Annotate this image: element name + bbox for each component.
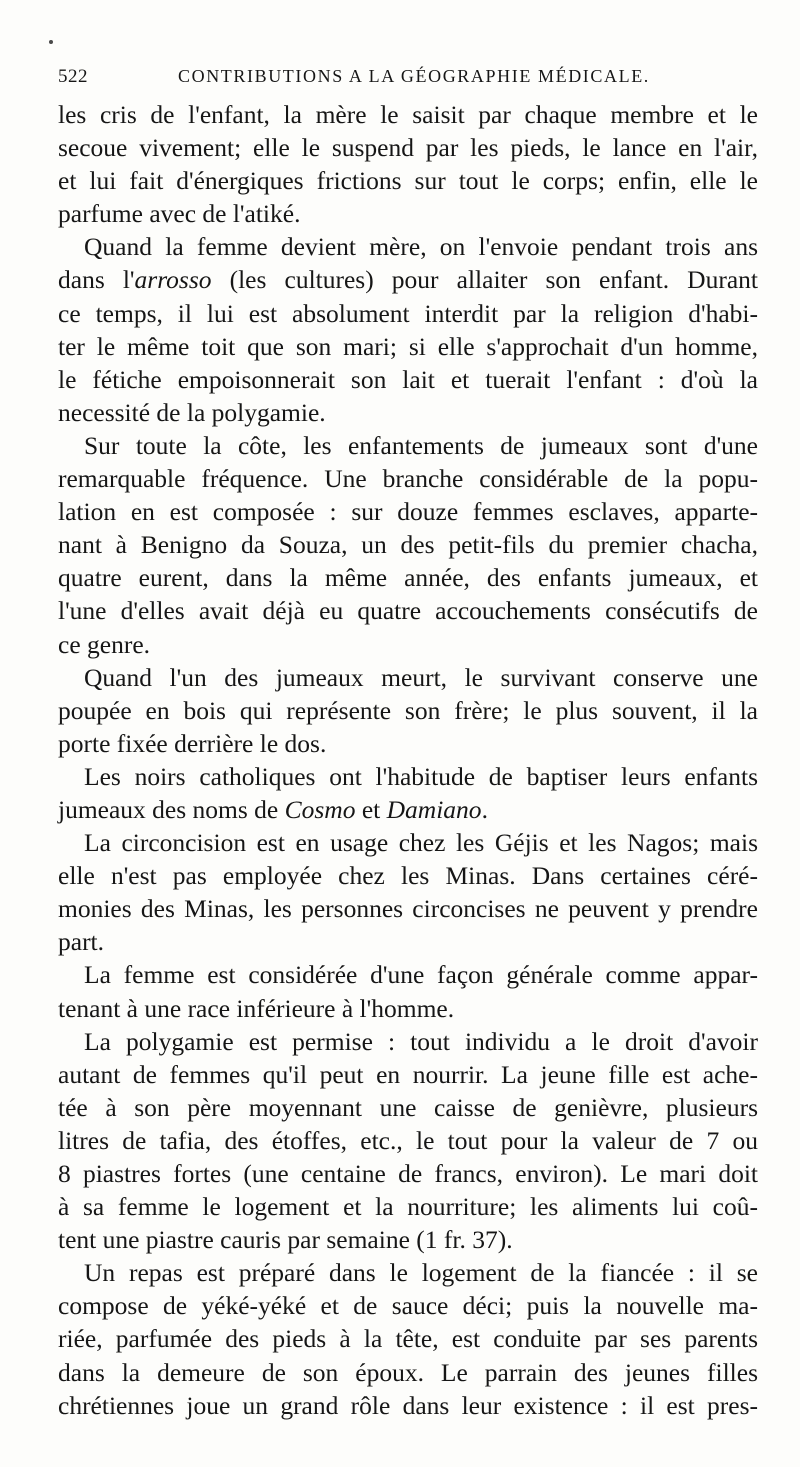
text-line: à sa femme le logement et la nourriture; les aliments lui coû- — [58, 1192, 758, 1222]
text-line: et lui fait d'énergiques frictions sur tout le corps; enfin, elle le — [58, 166, 758, 196]
text-line: l'une d'elles avait déjà eu quatre accouchements consécutifs de — [58, 596, 758, 626]
text-line: lation en est composée : sur douze femmes esclaves, apparte- — [58, 497, 758, 527]
text-line: tenant à une race inférieure à l'homme. — [58, 993, 455, 1023]
text-line: riée, parfumée des pieds à la tête, est conduite par ses parents — [58, 1324, 758, 1354]
text-line: necessité de la polygamie. — [58, 397, 326, 427]
body-text — [58, 98, 758, 1422]
text-line: ce temps, il lui est absolument interdit par la religion d'habi- — [58, 298, 758, 328]
text-line: ter le même toit que son mari; si elle s'approchait d'un homme, — [58, 331, 758, 361]
text-line: dans l'arrosso (les cultures) pour allaiter son enfant. Durant — [58, 265, 758, 295]
text-line: secoue vivement; elle le suspend par les pieds, le lance en l'air, — [58, 133, 758, 163]
text-line: parfume avec de l'atiké. — [58, 199, 301, 229]
text-line: La polygamie est permise : tout individu a le droit d'avoir — [84, 1026, 758, 1056]
text-line: quatre eurent, dans la même année, des enfants jumeaux, et — [58, 563, 758, 593]
text-line: ce genre. — [58, 629, 151, 659]
text-line: La circoncision est en usage chez les Géjis et les Nagos; mais — [84, 828, 758, 858]
text-line: compose de yéké-yéké et de sauce déci; puis la nouvelle ma- — [58, 1291, 758, 1321]
text-line: tent une piastre cauris par semaine (1 fr. 37). — [58, 1225, 513, 1255]
text-line: poupée en bois qui représente son frère; le plus souvent, il la — [58, 695, 758, 725]
text-line: part. — [58, 927, 105, 957]
text-line: chrétiennes joue un grand rôle dans leur existence : il est pres- — [58, 1390, 758, 1420]
text-line: dans la demeure de son époux. Le parrain des jeunes filles — [58, 1357, 758, 1387]
text-line: le fétiche empoisonnerait son lait et tuerait l'enfant : d'où la — [58, 364, 758, 394]
text-line: 8 piastres fortes (une centaine de francs, environ). Le mari doit — [58, 1159, 758, 1188]
running-title: CONTRIBUTIONS A LA GÉOGRAPHIE MÉDICALE. — [178, 66, 650, 86]
text-line: tée à son père moyennant une caisse de genièvre, plusieurs — [58, 1092, 758, 1122]
text-line: porte fixée derrière le dos. — [58, 728, 327, 758]
text-line: remarquable fréquence. Une branche considérable de la popu- — [58, 464, 758, 494]
text-line: nant à Benigno da Souza, un des petit-fils du premier chacha, — [58, 530, 758, 560]
text-line: elle n'est pas employée chez les Minas. Dans certaines céré- — [58, 861, 758, 891]
ink-speck — [49, 40, 53, 44]
text-line: autant de femmes qu'il peut en nourrir. La jeune fille est ache- — [58, 1059, 758, 1089]
text-line: Quand l'un des jumeaux meurt, le survivant conserve une — [84, 662, 758, 692]
page-header — [58, 66, 756, 88]
text-line: les cris de l'enfant, la mère le saisit par chaque membre et le — [58, 100, 758, 129]
text-line: Les noirs catholiques ont l'habitude de baptiser leurs enfants — [84, 761, 758, 791]
text-line: La femme est considérée d'une façon générale comme appar- — [84, 960, 758, 990]
text-line: monies des Minas, les personnes circoncises ne peuvent y prendre — [58, 894, 758, 924]
text-line: Un repas est préparé dans le logement de la fiancée : il se — [84, 1258, 758, 1288]
page-number: 522 — [58, 66, 88, 87]
text-line: Sur toute la côte, les enfantements de jumeaux sont d'une — [84, 430, 758, 460]
text-line: litres de tafia, des étoffes, etc., le tout pour la valeur de 7 ou — [58, 1125, 758, 1155]
text-line: Quand la femme devient mère, on l'envoie pendant trois ans — [84, 232, 758, 262]
text-line: jumeaux des noms de Cosmo et Damiano. — [58, 794, 488, 824]
